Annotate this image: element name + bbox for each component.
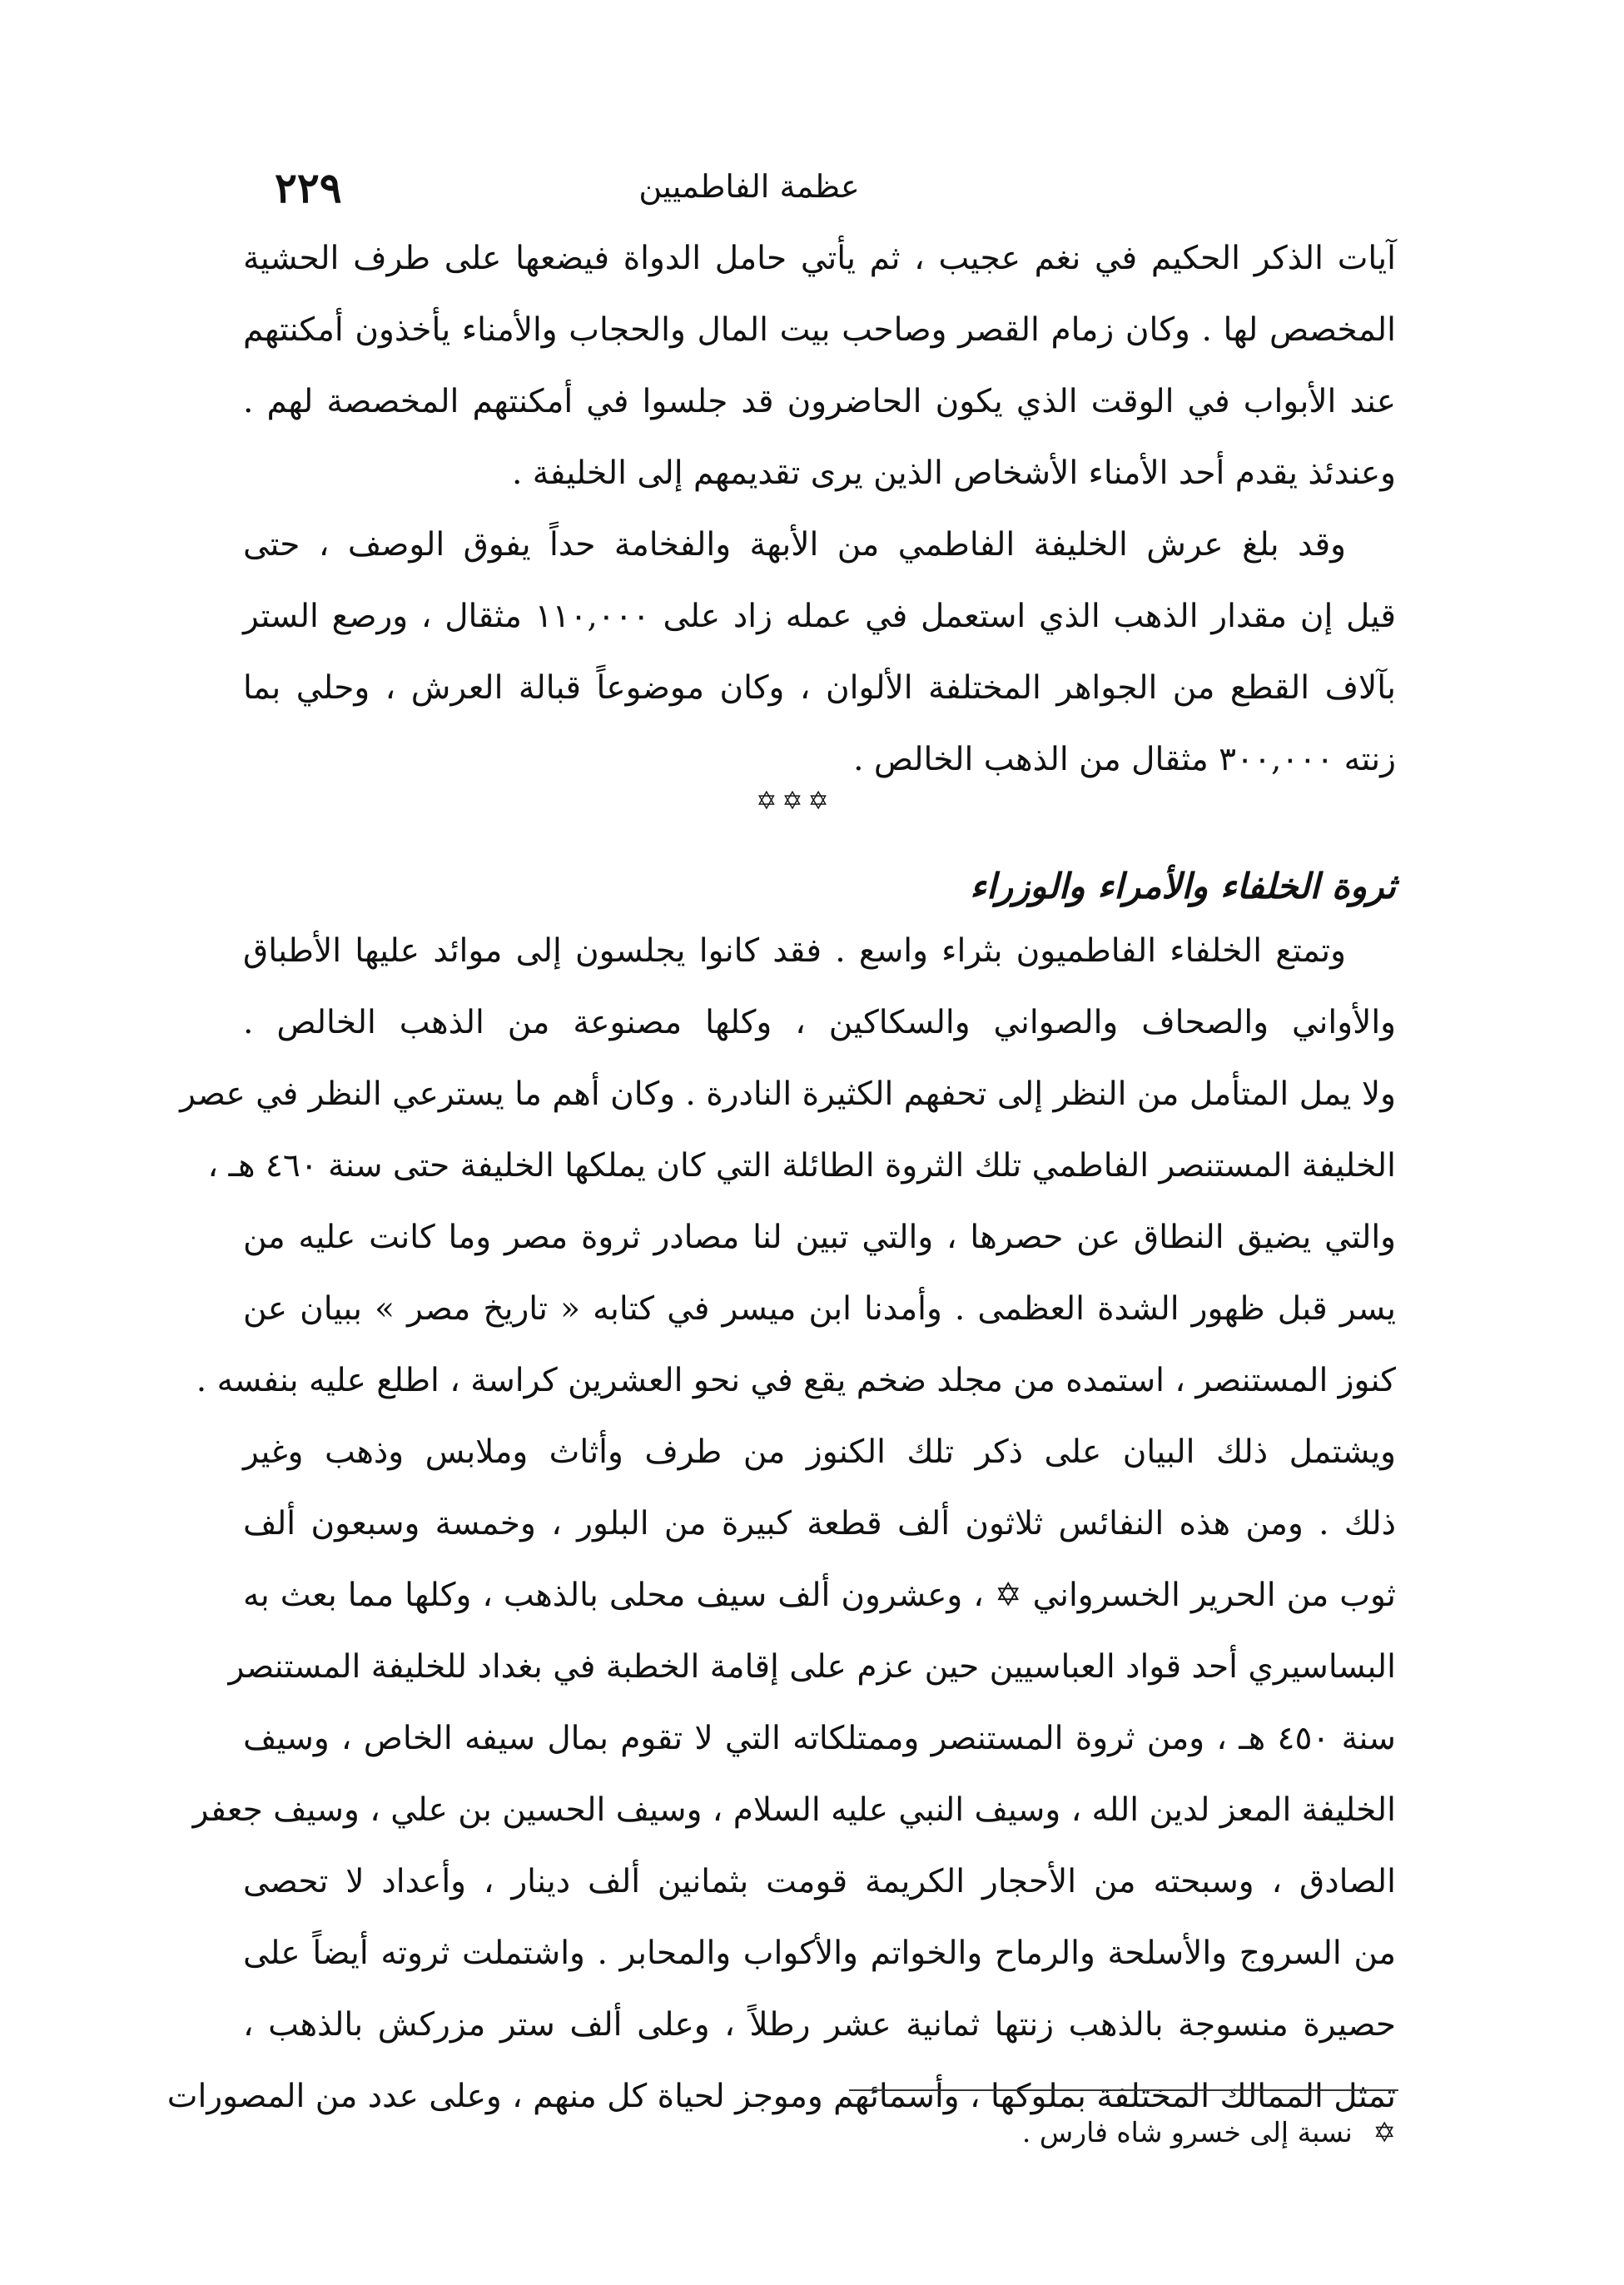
text-line: عند الأبواب في الوقت الذي يكون الحاضرون قد جلسوا في أمكنتهم المخصصة لهم . [243,383,1396,420]
text-line: وقد بلغ عرش الخليفة الفاطمي من الأبهة والفخامة حداً يفوق الوصف ، حتى [243,526,1346,564]
footnote [243,2108,1396,2158]
text-line: من السروج والأسلحة والرماح والخواتم والأكواب والمحابر . واشتملت ثروته أيضاً على [243,1935,1396,1972]
text-line: وعندئذ يقدم أحد الأمناء الأشخاص الذين يرى تقديمهم إلى الخليفة . [511,455,1396,492]
text-line: البساسيري أحد قواد العباسيين حين عزم على إقامة الخطبة في بغداد للخليفة المستنصر [228,1648,1396,1686]
page-number: ٢٢٩ [275,163,342,212]
text-line: والأواني والصحاف والصواني والسكاكين ، وكلها مصنوعة من الذهب الخالص . [243,1004,1396,1041]
text-line: سنة ٤٥٠ هـ ، ومن ثروة المستنصر وممتلكاته التي لا تقوم بمال سيفه الخاص ، وسيف [243,1720,1396,1757]
page-header [275,163,1224,221]
text-line: يسر قبل ظهور الشدة العظمى . وأمدنا ابن ميسر في كتابه « تاريخ مصر » ببيان عن [243,1290,1396,1328]
footnote-star-icon: ✡ [1373,2116,1396,2148]
text-line: تمثل الممالك المختلفة بملوكها ، وأسمائهم وموجز لحياة كل منهم ، وعلى عدد من المصورات [166,2078,1396,2115]
text-line: ويشتمل ذلك البيان على ذكر تلك الكنوز من طرف وأثاث وملابس وذهب وغير [243,1433,1396,1471]
section-heading: ثروة الخلفاء والأمراء والوزراء [970,866,1396,907]
text-line: زنته ٣٠٠,٠٠٠ مثقال من الذهب الخالص . [853,741,1396,778]
text-line: آيات الذكر الحكيم في نغم عجيب ، ثم يأتي حامل الدواة فيضعها على طرف الحشية [243,240,1396,277]
text-line: وتمتع الخلفاء الفاطميون بثراء واسع . فقد كانوا يجلسون إلى موائد عليها الأطباق [243,932,1346,970]
section-break-stars: ✡✡✡ [756,787,834,816]
text-line: قيل إن مقدار الذهب الذي استعمل في عمله زاد على ١١٠,٠٠٠ مثقال ، ورصع الستر [243,598,1397,635]
text-line: الخليفة المعز لدين الله ، وسيف النبي عليه السلام ، وسيف الحسين بن علي ، وسيف جعفر [192,1791,1396,1829]
footnote-divider [849,2089,1398,2091]
running-title: عظمة الفاطميين [638,168,860,205]
text-line: الخليفة المستنصر الفاطمي تلك الثروة الطائلة التي كان يملكها الخليفة حتى سنة ٤٦٠ هـ ، [207,1147,1396,1185]
text-line: الصادق ، وسبحته من الأحجار الكريمة قومت بثمانين ألف دينار ، وأعداد لا تحصى [243,1863,1396,1900]
footnote-text: نسبة إلى خسرو شاه فارس . [1021,2116,1353,2148]
text-line: والتي يضيق النطاق عن حصرها ، والتي تبين لنا مصادر ثروة مصر وما كانت عليه من [243,1219,1396,1256]
text-line: حصيرة منسوجة بالذهب زنتها ثمانية عشر رطلاً ، وعلى ألف ستر مزركش بالذهب ، [243,2006,1396,2044]
text-line: ذلك . ومن هذه النفائس ثلاثون ألف قطعة كبيرة من البلور ، وخمسة وسبعون ألف [243,1505,1396,1542]
body-text-bottom [166,916,1396,2133]
text-line: ولا يمل المتأمل من النظر إلى تحفهم الكثيرة النادرة . وكان أهم ما يسترعي النظر في عصر [180,1075,1396,1113]
text-line: بآلاف القطع من الجواهر المختلفة الألوان ، وكان موضوعاً قبالة العرش ، وحلي بما [243,669,1396,707]
text-line: كنوز المستنصر ، استمده من مجلد ضخم يقع في نحو العشرين كراسة ، اطلع عليه بنفسه . [196,1362,1396,1399]
text-line: المخصص لها . وكان زمام القصر وصاحب بيت المال والحجاب والأمناء يأخذون أمكنتهم [243,311,1396,349]
text-line: ثوب من الحرير الخسرواني ✡ ، وعشرون ألف سيف محلى بالذهب ، وكلها مما بعث به [243,1577,1396,1614]
body-text-top [243,223,1396,796]
